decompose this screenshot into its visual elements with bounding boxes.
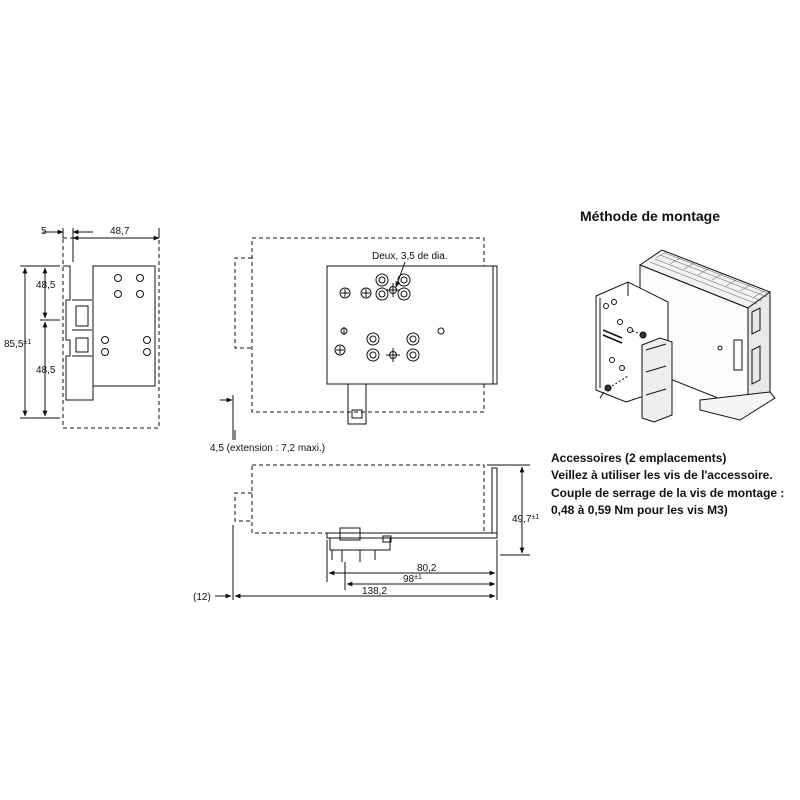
side-din-clip xyxy=(63,266,93,400)
bottom-dim-overhang: (12) xyxy=(193,592,211,603)
mount-din-clip xyxy=(642,338,672,422)
mounting-note-4: 0,48 à 0,59 Nm pour les vis M3) xyxy=(551,503,728,517)
bottom-dim-80: 80,2 xyxy=(417,563,437,574)
bottom-dim-height: $49,7^{\pm 1}$ xyxy=(512,514,540,525)
bottom-dim-total: 138,2 xyxy=(362,586,388,597)
side-dim-height-lower: 48,5 xyxy=(36,365,56,376)
side-dim-width-top: 5 xyxy=(41,226,47,237)
bottom-view xyxy=(215,465,530,600)
front-bracket-plate xyxy=(327,266,497,384)
mounting-note-2: Veillez à utiliser les vis de l'accessoire. xyxy=(551,468,773,482)
mounting-title: Méthode de montage xyxy=(580,208,721,224)
front-view xyxy=(220,238,497,440)
bottom-body-outline xyxy=(252,465,484,533)
mount-base-bracket xyxy=(700,392,775,420)
mounting-note-1: Accessoires (2 emplacements) xyxy=(551,451,727,465)
front-offset-label: 4,5 (extension : 7,2 maxi.) xyxy=(210,443,326,454)
front-hole-label: Deux, 3,5 de dia. xyxy=(372,251,448,262)
side-bracket-plate xyxy=(93,266,155,386)
side-dim-width-total: 48,7 xyxy=(110,226,130,237)
bottom-dim-98: $98^{\pm 1}$ xyxy=(403,574,422,585)
mounting-note-3: Couple de serrage de la vis de montage : xyxy=(551,486,785,500)
side-dim-height-upper: 48,5 xyxy=(36,280,56,291)
side-view xyxy=(20,228,159,428)
side-dim-height-total: $85,5^{\pm 1}$ xyxy=(4,339,32,350)
bottom-bracket xyxy=(492,468,497,533)
mounting-illustration xyxy=(596,250,775,422)
